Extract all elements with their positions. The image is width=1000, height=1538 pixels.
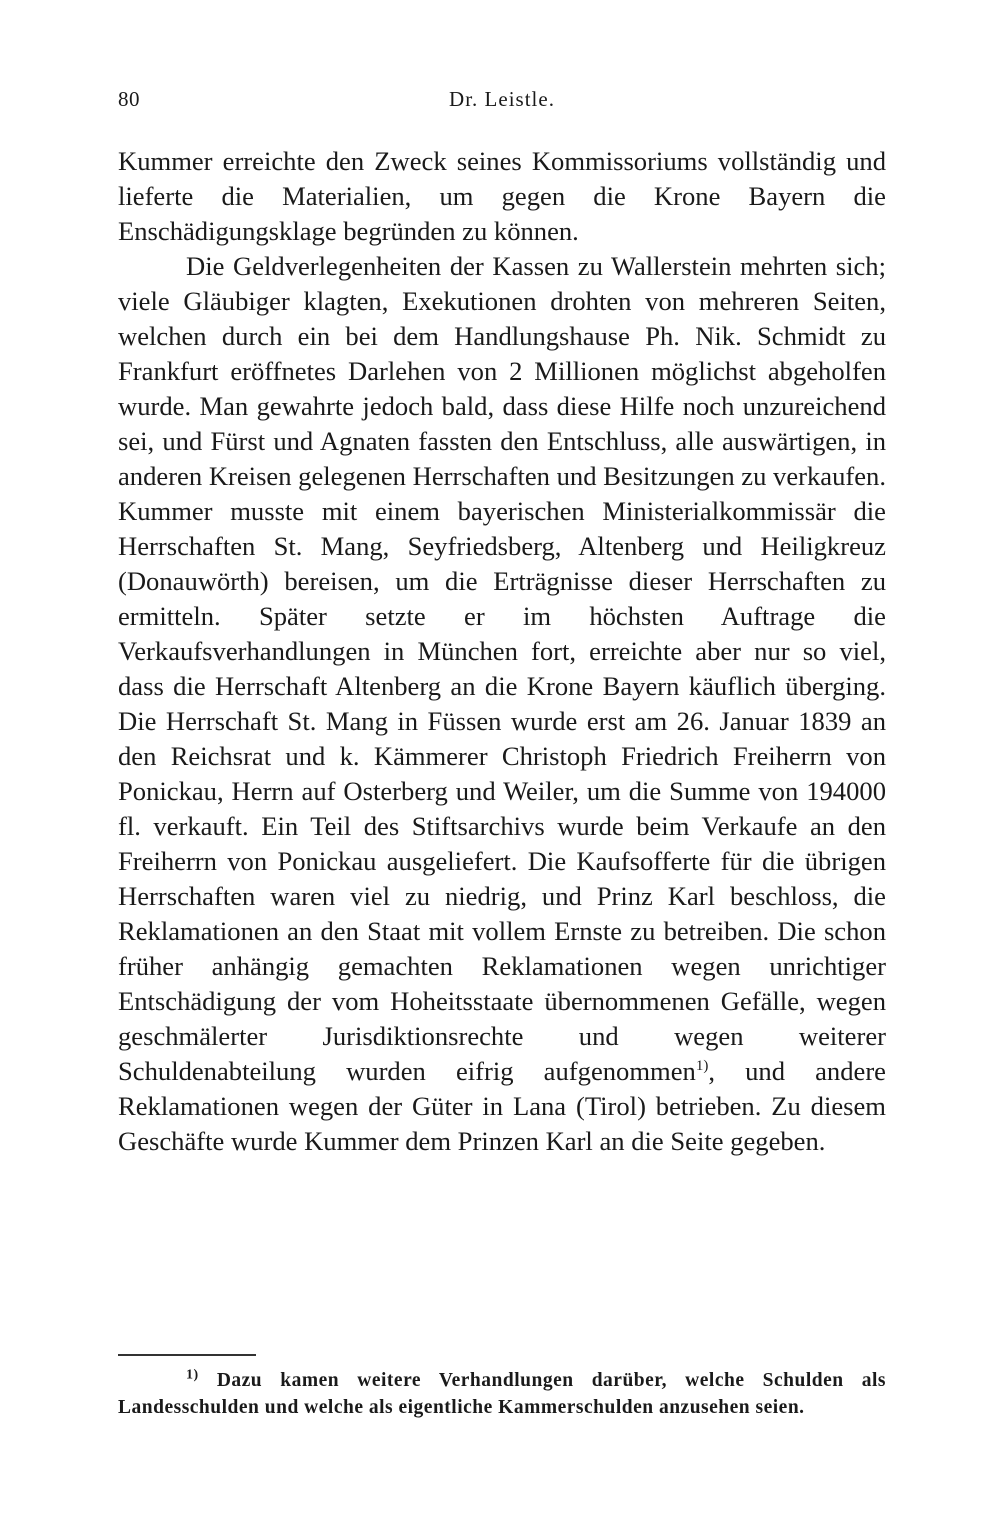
- footnote-reference: 1): [695, 1058, 709, 1075]
- footnote-marker: 1): [186, 1367, 199, 1383]
- paragraph-text: Die Geldverlegenheiten der Kassen zu Wallerstein mehrten sich; viele Gläubiger klagten, Exekutionen drohten von mehreren Seiten, welchen durch ein bei dem Handlungshause Ph. Nik. Schmidt zu Frankfurt eröffnetes Darlehen von 2 Millionen möglichst abgeholfen wurde. Man gewahrte jedoch bald, dass diese Hilfe noch unzureichend sei, und Fürst und Agnaten fassten den Entschluss, alle auswärtigen, in anderen Kreisen gelegenen Herrschaften und Besitzungen zu verkaufen. Kummer musste mit einem bayerischen Ministerialkommissär die Herrschaften St. Mang, Seyfriedsberg, Altenberg und Heiligkreuz (Donauwörth) bereisen, um die Erträgnisse dieser Herrschaften zu ermitteln. Später setzte er im höchsten Auftrage die Verkaufsverhandlungen in München fort, erreichte aber nur so viel, dass die Herrschaft Altenberg an die Krone Bayern käuflich überging. Die Herrschaft St. Mang in Füssen wurde erst am 26. Januar 1839 an den Reichsrat und k. Kämmerer Christoph Friedrich Freiherrn von Ponickau, Herrn auf Osterberg und Weiler, um die Summe von 194000 fl. verkauft. Ein Teil des Stiftsarchivs wurde beim Verkaufe an den Freiherrn von Ponickau ausgeliefert. Die Kaufsofferte für die übrigen Herrschaften waren viel zu niedrig, und Prinz Karl beschloss, die Reklamationen an den Staat mit vollem Ernste zu betreiben. Die schon früher anhängig gemachten Reklamationen wegen unrichtiger Entschädigung der vom Hoheitsstaate übernommenen Gefälle, wegen geschmälerter Jurisdiktionsrechte und wegen weiterer Schuldenabteilung wurden eifrig aufgenommen: [118, 251, 886, 1086]
- paragraph: [118, 249, 886, 1159]
- running-head: Dr. Leistle.: [449, 87, 555, 111]
- footnote-separator: [118, 1354, 256, 1356]
- footnote-text: Dazu kamen weitere Verhandlungen darüber, welche Schulden als Landesschulden und welche als eigentliche Kammerschulden anzusehen seien.: [118, 1370, 886, 1418]
- footnote: [118, 1367, 886, 1421]
- body-text: [118, 144, 886, 1159]
- paragraph: Kummer erreichte den Zweck seines Kommissoriums vollständig und lieferte die Materialien, um gegen die Krone Bayern die Enschädigungsklage begründen zu können.: [118, 146, 886, 246]
- paragraph-text: , und andere Reklamationen wegen der Güter in Lana (Tirol) betrieben. Zu diesem Geschäfte wurde Kummer dem Prinzen Karl an die Seite gegeben.: [118, 1056, 886, 1156]
- page-number: 80: [118, 87, 140, 111]
- page-header: [118, 87, 886, 117]
